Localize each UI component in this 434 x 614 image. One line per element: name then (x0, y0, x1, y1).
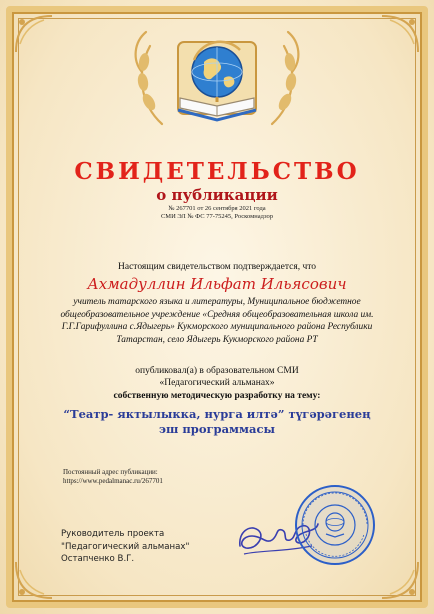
corner-ornament-icon (380, 560, 420, 600)
published-line-1: опубликовал(а) в образовательном СМИ (135, 366, 299, 376)
signer-role: Руководитель проекта (61, 529, 165, 539)
certificate-subtitle: о публикации (156, 186, 278, 204)
intro-text: Настоящим свидетельством подтверждается, что (118, 262, 316, 272)
certificate-title: СВИДЕТЕЛЬСТВО (74, 158, 360, 185)
certificate-number: № 267701 от 26 сентября 2021 года (168, 205, 266, 212)
corner-ornament-icon (14, 14, 54, 54)
round-seal-stamp (294, 484, 376, 566)
work-title: “Театр- яктылыкка, нурга илтә” түгәрәгенең эш программасы (63, 407, 371, 436)
media-registration: СМИ ЭЛ № ФС 77-75245, Роскомнадзор (160, 213, 274, 220)
publication-address (63, 468, 163, 486)
published-line-3: собственную методическую разработку на тему: (113, 391, 321, 401)
address-label: Постоянный адрес публикации: (63, 468, 158, 476)
signer-name: Остапченко В.Г. (61, 554, 135, 564)
recipient-name: Ахмадуллин Ильфат Ильясович (87, 275, 347, 293)
published-line-2: «Педагогический альманах» (159, 378, 275, 388)
signer-organization: "Педагогический альманах" (61, 541, 190, 552)
recipient-description: учитель татарского языка и литературы, Муниципальное бюджетное общеобразовательное учреждение «Средняя общеобразовательная школа им. Г.Г.Гарифуллина с.Ядыгерь» Кукморского муниципального района Республики Татарстан, село Ядыгерь Кукморского района РТ (60, 297, 374, 345)
address-url[interactable]: https://www.pedalmanac.ru/267701 (63, 477, 163, 485)
corner-ornament-icon (14, 560, 54, 600)
signer-block (61, 528, 189, 566)
globe-on-open-book-icon (122, 12, 312, 140)
corner-ornament-icon (380, 14, 420, 54)
